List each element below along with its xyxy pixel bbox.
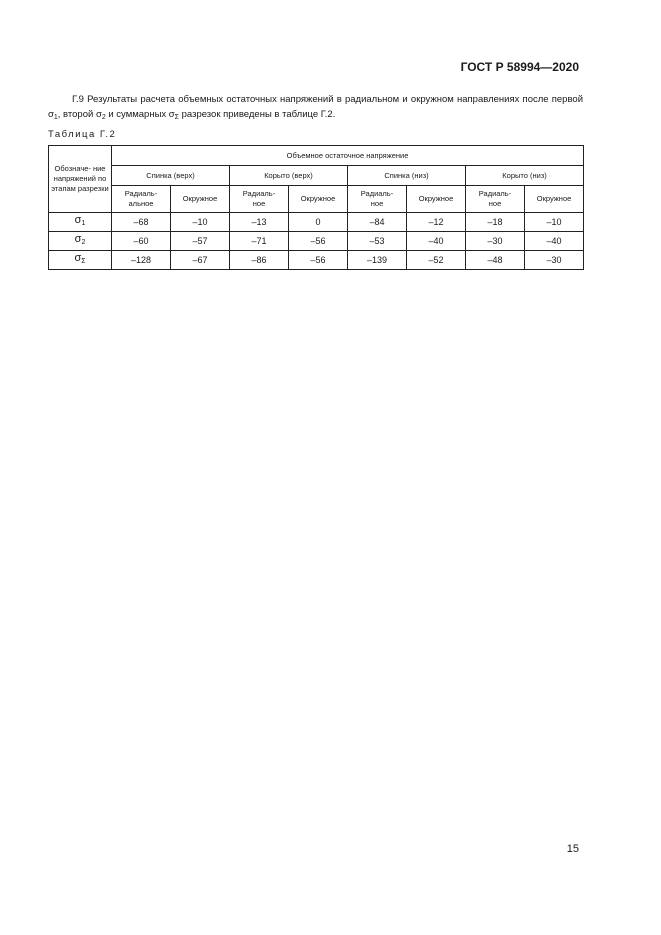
section-header: Спинка (верх): [112, 166, 230, 186]
value-cell: –68: [112, 213, 171, 232]
value-cell: –53: [348, 232, 407, 251]
stress-table: [48, 145, 584, 270]
sigma-symbol: σ: [74, 214, 82, 226]
value-cell: –56: [289, 232, 348, 251]
subcol-header: Окружное: [289, 186, 348, 213]
value-cell: –52: [407, 251, 466, 270]
sigma-subscript: Σ: [81, 258, 86, 265]
paragraph-sub-1: 1: [53, 114, 58, 121]
value-cell: –48: [466, 251, 525, 270]
value-cell: –40: [525, 232, 584, 251]
document-code: ГОСТ Р 58994—2020: [460, 60, 579, 74]
section-paragraph: [48, 92, 583, 125]
sigma-subscript: 2: [81, 239, 86, 246]
value-cell: –13: [230, 213, 289, 232]
value-cell: –86: [230, 251, 289, 270]
sigma-subscript: 1: [81, 220, 86, 227]
value-cell: –10: [171, 213, 230, 232]
subcol-header: Радиаль- ное: [466, 186, 525, 213]
value-cell: –40: [407, 232, 466, 251]
value-cell: –60: [112, 232, 171, 251]
paragraph-text-4: разрезок приведены в таблице Г.2.: [178, 109, 336, 120]
subcol-header: Радиаль- ное: [230, 186, 289, 213]
value-cell: –71: [230, 232, 289, 251]
table-caption: Таблица Г.2: [48, 129, 117, 140]
value-cell: –84: [348, 213, 407, 232]
value-cell: 0: [289, 213, 348, 232]
value-cell: –57: [171, 232, 230, 251]
stress-symbol-cell: [49, 213, 112, 232]
table-row: [49, 232, 584, 251]
paragraph-text-1: Г.9 Результаты расчета объемных остаточных напряжений в радиальном и окружном направлениях после первой σ: [48, 94, 583, 120]
section-header: Спинка (низ): [348, 166, 466, 186]
value-cell: –10: [525, 213, 584, 232]
paragraph-text-2: , второй σ: [57, 109, 102, 120]
value-cell: –139: [348, 251, 407, 270]
paragraph-sub-2: 2: [101, 114, 106, 121]
group-header-cell: Объемное остаточное напряжение: [112, 146, 584, 166]
row-header-cell: Обозначе- ние напряжений по этапам разрезки: [49, 146, 112, 213]
section-header: Корыто (верх): [230, 166, 348, 186]
value-cell: –18: [466, 213, 525, 232]
paragraph-sub-3: Σ: [174, 114, 179, 121]
value-cell: –12: [407, 213, 466, 232]
sigma-symbol: σ: [74, 233, 82, 245]
value-cell: –30: [466, 232, 525, 251]
subcol-header: Радиаль- альное: [112, 186, 171, 213]
paragraph-text-3: и суммарных σ: [105, 109, 175, 120]
subcol-header: Окружное: [171, 186, 230, 213]
stress-symbol-cell: [49, 251, 112, 270]
section-header: Корыто (низ): [466, 166, 584, 186]
subcol-header: Радиаль- ное: [348, 186, 407, 213]
subcol-header: Окружное: [407, 186, 466, 213]
value-cell: –56: [289, 251, 348, 270]
table-row: [49, 251, 584, 270]
table-row: [49, 213, 584, 232]
value-cell: –128: [112, 251, 171, 270]
subcol-header: Окружное: [525, 186, 584, 213]
sigma-symbol: σ: [74, 252, 82, 264]
value-cell: –30: [525, 251, 584, 270]
page-number: 15: [566, 843, 579, 855]
value-cell: –67: [171, 251, 230, 270]
stress-symbol-cell: [49, 232, 112, 251]
